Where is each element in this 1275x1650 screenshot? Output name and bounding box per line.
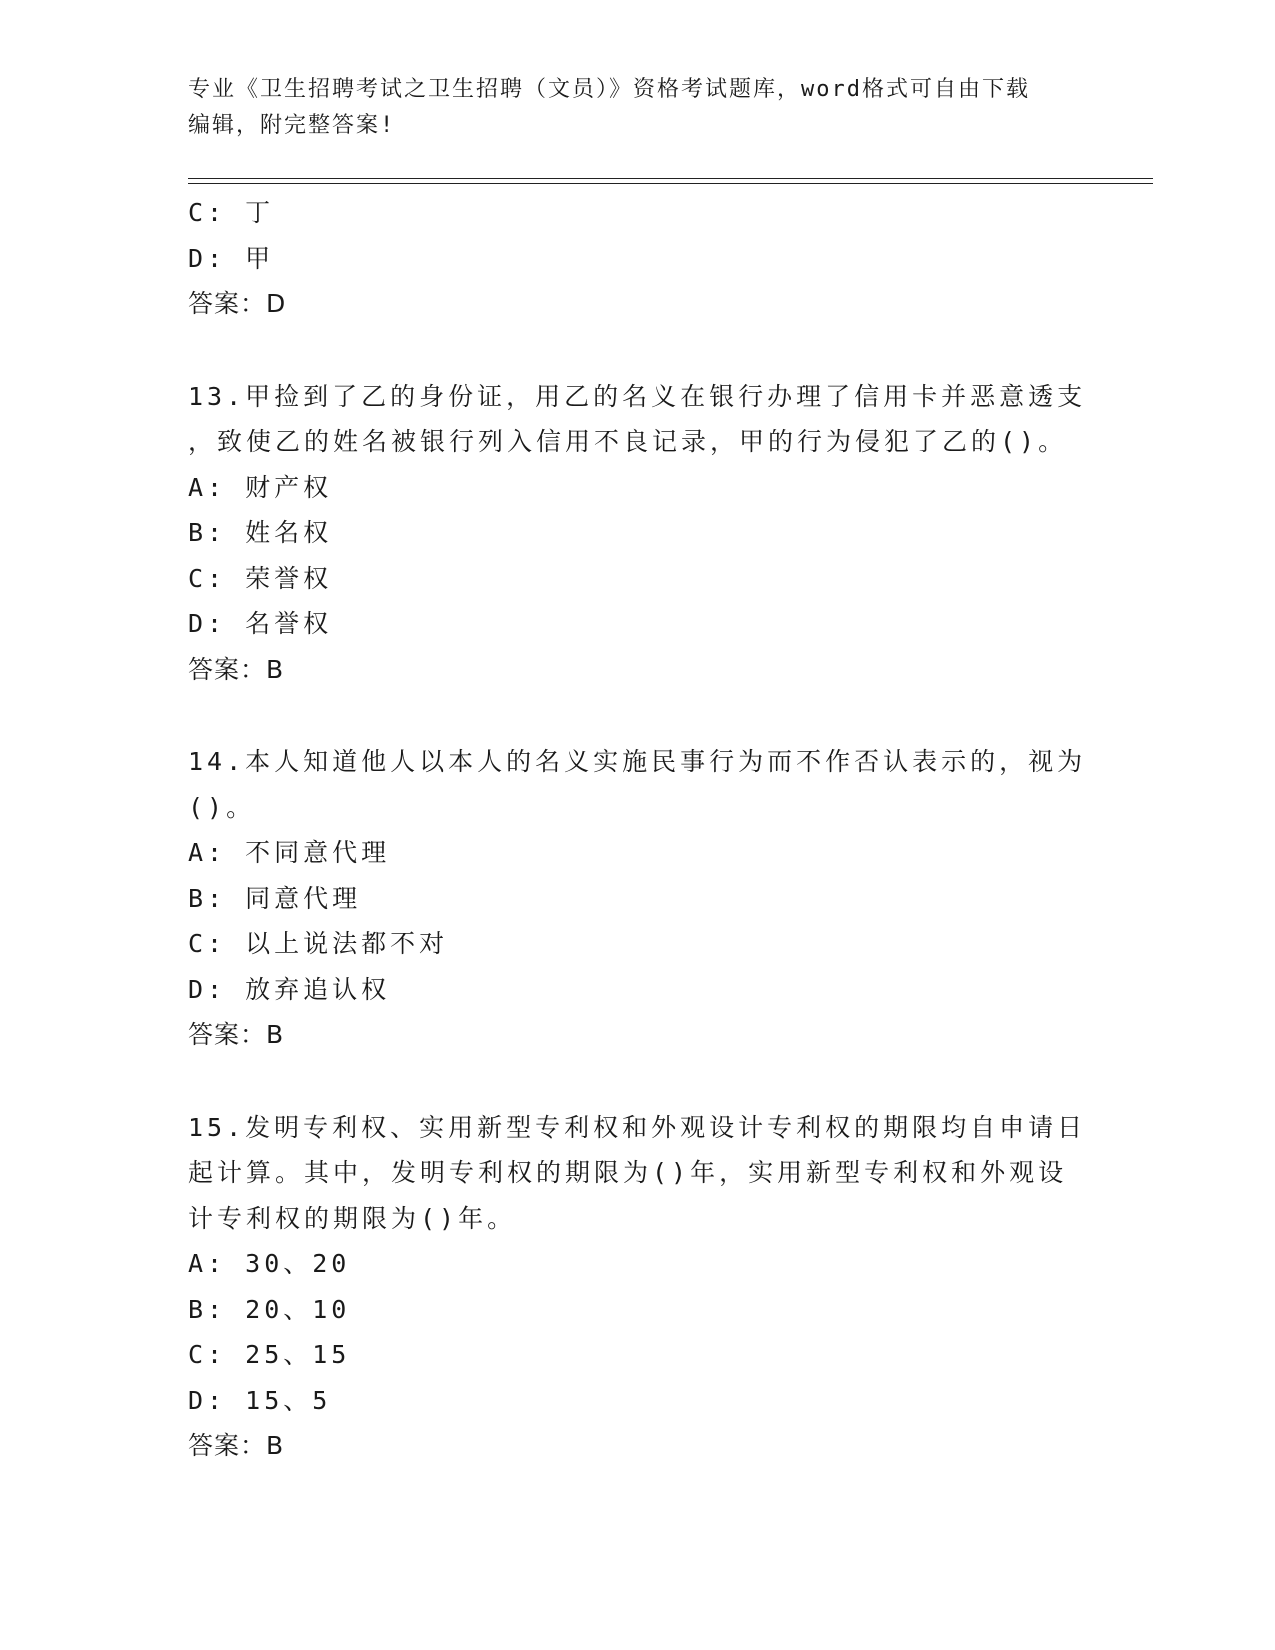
question-stem-line: 14.本人知道他人以本人的名义实施民事行为而不作否认表示的，视为: [188, 747, 1087, 776]
option-c: C: 荣誉权: [188, 563, 333, 593]
option-a: A: 30、20: [188, 1249, 351, 1278]
option-d: D: 名誉权: [188, 609, 333, 638]
question-stem-line: 13.甲捡到了乙的身份证，用乙的名义在银行办理了信用卡并恶意透支: [188, 381, 1087, 411]
question-stem-line: 15.发明专利权、实用新型专利权和外观设计专利权的期限均自申请日: [188, 1112, 1087, 1142]
option-a: A: 不同意代理: [188, 838, 391, 867]
option-c: C: 丁: [188, 198, 275, 227]
option-b: B: 同意代理: [188, 883, 362, 913]
question-13: [188, 374, 1088, 693]
question-stem-line: ()。: [188, 792, 256, 822]
option-d: D: 15、5: [188, 1385, 332, 1415]
option-c: C: 以上说法都不对: [188, 929, 449, 958]
option-b: B: 姓名权: [188, 518, 333, 547]
page-header: [188, 72, 1088, 144]
option-b: B: 20、10: [188, 1294, 351, 1324]
header-line-2: 编辑，附完整答案!: [188, 113, 396, 138]
question-spacer: [188, 692, 1088, 739]
header-divider-bottom: [188, 183, 1153, 184]
header-line-1: 专业《卫生招聘考试之卫生招聘（文员）》资格考试题库，word格式可自由下载: [188, 77, 1030, 102]
question-spacer: [188, 1058, 1088, 1105]
option-d: D: 甲: [188, 243, 275, 273]
question-12-partial: [188, 190, 1088, 327]
option-a: A: 财产权: [188, 472, 333, 502]
answer-line: 答案：B: [188, 1020, 285, 1049]
option-c: C: 25、15: [188, 1340, 351, 1369]
question-14: [188, 739, 1088, 1058]
question-stem-line: 起计算。其中，发明专利权的期限为()年，实用新型专利权和外观设: [188, 1158, 1068, 1187]
question-list: [188, 190, 1088, 1469]
question-stem-line: ，致使乙的姓名被银行列入信用不良记录，甲的行为侵犯了乙的()。: [188, 427, 1068, 456]
answer-line: 答案：B: [188, 1431, 285, 1460]
answer-line: 答案：B: [188, 654, 285, 684]
question-stem-line: 计专利权的期限为()年。: [188, 1203, 517, 1233]
question-spacer: [188, 327, 1088, 374]
option-d: D: 放弃追认权: [188, 974, 391, 1004]
header-divider-top: [188, 178, 1153, 179]
question-15: [188, 1105, 1088, 1469]
answer-line: 答案：D: [188, 289, 287, 318]
